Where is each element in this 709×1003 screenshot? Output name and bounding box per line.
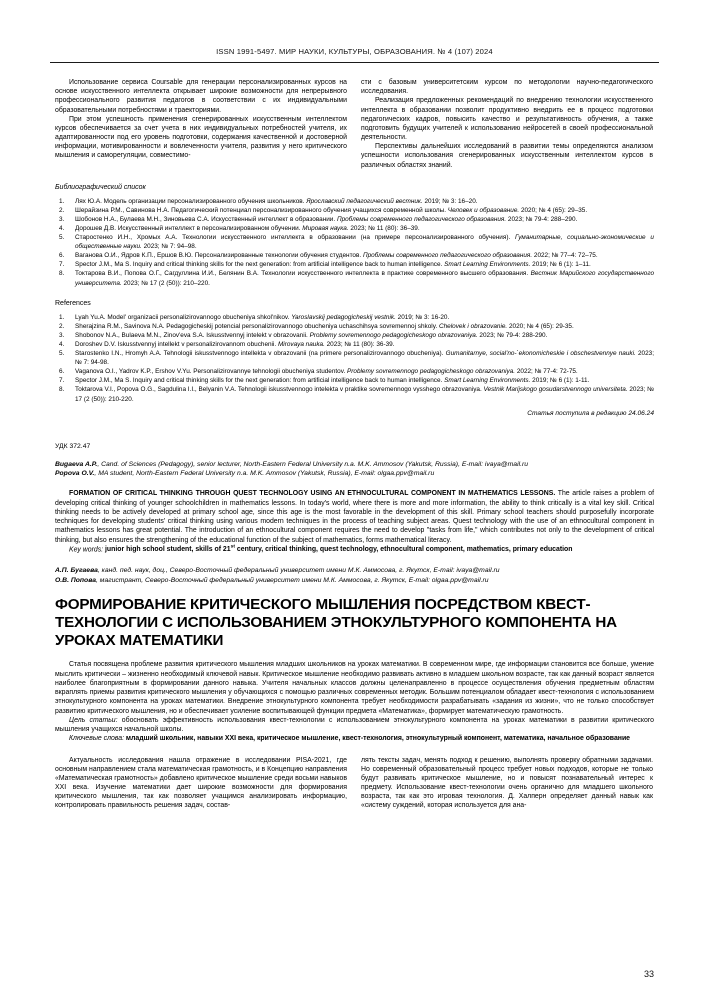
paragraph: Реализация предложенных рекомендаций по внедрению технологии искусственного интеллекта в образовании позволит продуктивно внедрить ее в процесс подготовки педагогических кадров, повысить качество и результативность обучения, а также подготовить будущих учителей к использованию нейросетей в своей профессиональной деятельности. <box>361 97 653 142</box>
goal-ru-label: Цель статьи: <box>69 716 118 724</box>
keywords-en-label: Key words: <box>69 546 104 554</box>
article-one-columns <box>55 78 654 170</box>
list-item: Toktarova V.I., Popova O.G., Sagdulina I.I., Belyanin V.A. Tehnologii iskusstvennogo intelekta v praktike sovremennogo vysshego obrazovaniya. Vestnik Marijskogo gosudarstvennogo universiteta. 2023; № 17 (2 (50)): 210-220. <box>75 386 654 403</box>
keywords-ru <box>55 734 654 743</box>
udk-code: УДК 372.47 <box>55 442 91 450</box>
list-item: Spector J.M., Ma S. Inquiry and critical thinking skills for the next generation: from artificial intelligence back to human intelligence. Smart Learning Environments. 2019; № 6 (1): 1–11. <box>75 261 591 269</box>
paragraph: лять тексты задач, менять подход к решению, выполнять проверку обратными задачами. Но современный образовательный процесс требует новых подходов, которые не только будут развивать критическое мышление, но и повысят познавательный интерес к предмету. Использование квест-технологии очень органично для младшего школьного возраста, так как это игровая технология. Д. Халперн определяет данный навык как «систему суждений, которая используется для ана- <box>361 756 653 810</box>
list-item: Шобонов Н.А., Булаева М.Н., Зиновьева С.А. Искусственный интеллект в образовании. Проблемы современного педагогического образования. 2023; № 79-4: 288–290. <box>75 215 578 223</box>
page-title: ФОРМИРОВАНИЕ КРИТИЧЕСКОГО МЫШЛЕНИЯ ПОСРЕДСТВОМ КВЕСТ-ТЕХНОЛОГИИ С ИСПОЛЬЗОВАНИЕМ ЭТНОКУЛЬТУРНОГО КОМПОНЕНТА НА УРОКАХ МАТЕМАТИКИ <box>55 596 617 650</box>
keywords-en-list: junior high school student, skills of 21st century, critical thinking, quest technology, ethnocultural component, mathematics, primary education <box>105 544 573 554</box>
list-item: Vaganova O.I., Yadrov K.P., Ershov V.Yu. Personalizirovannye tehnologii obucheniya studentov. Problemy sovremennogo pedagogicheskogo obrazovaniya. 2022; № 77-4: 72-75. <box>75 368 578 376</box>
list-item: Дорошев Д.В. Искусственный интеллект в персонализированном обучении. Мировая наука. 2023; № 11 (80): 36–39. <box>75 225 420 232</box>
list-item: Sherajzina R.M., Savinova N.A. Pedagogicheskij potencial personalizirovannogo obucheniya uchaschihsya sovremennoj shkoly. Chelovek i obrazovanie. 2020; № 4 (65): 29-35. <box>75 322 574 330</box>
running-head: ISSN 1991-5497. МИР НАУКИ, КУЛЬТУРЫ, ОБРАЗОВАНИЯ. № 4 (107) 2024 <box>216 47 493 56</box>
paragraph: Использование сервиса Coursable для генерации персонализированных курсов на основе искусственного интеллекта открывает широкие возможности для непрерывного профессионального развития педагогов в соответствии с их индивидуальными образовательными потребностями и траекториями. <box>55 79 347 114</box>
article-one-column-left <box>55 78 347 170</box>
list-item: Spector J.M., Ma S. Inquiry and critical thinking skills for the next generation: from artificial intelligence back to human intelligence. Smart Learning Environments. 2019; № 6 (1): 1-11. <box>75 377 590 385</box>
list-item: Shobonov N.A., Bulaeva M.N., Zinov'eva S.A. Iskusstvennyj intelekt v obrazovanii. Problemy sovremennogo pedagogicheskogo obrazovaniya. 2023; № 79-4: 288-290. <box>75 331 548 339</box>
goal-ru-text: обосновать эффективность использования квест-технологии с использованием этнокультурного компонента на уроках математики в развитии критического мышления учащихся начальной школы. <box>55 716 654 733</box>
goal-ru <box>55 716 654 735</box>
header-divider <box>50 62 659 63</box>
keywords-ru-label: Ключевые слова: <box>69 735 124 743</box>
list-item: Старостенко И.Н., Хромых А.А. Технологии искусственного интеллекта в образовании (на примере персонализированного обучения). Гуманитарные, социально-экономические и общественные науки. 2023; № 7: 94–98. <box>75 234 654 251</box>
article-one-column-right <box>361 78 653 170</box>
received-date: Статья поступила в редакцию 24.06.24 <box>527 409 654 417</box>
keywords-ru-list: младший школьник, навыки XXI века, критическое мышление, квест-технология, этнокультурный компонент, математика, начальное образование <box>125 735 631 743</box>
paragraph: Актуальность исследования нашла отражение в исследовании PISA-2021, где основным направлением стала математическая грамотность, и в Концепцию направления «Математическая грамотность» добавлено критическое мышление среди восьми навыков XXI века. Изучение математики дает широкие возможности для формирования критического мышления, так как позволяет учащимся анализировать информацию, контролировать правильность решения задач, состав- <box>55 756 347 810</box>
page-number: 33 <box>643 969 654 979</box>
article-two-column-right <box>361 756 653 811</box>
paragraph: сти с базовым университетским курсом по методологии научно-педагогического исследования. <box>361 79 653 96</box>
author-ru-1: А.П. Бугаева, канд. пед. наук, доц., Северо-Восточный федеральный университет имени М.К. Аммосова, г. Якутск, E-mail: ivaya@mail.ru <box>55 567 500 575</box>
article-two-column-left <box>55 756 347 811</box>
list-item: Ваганова О.И., Ядров К.П., Ершов В.Ю. Персонализированные технологии обучения студентов. Проблемы современного педагогического образования. 2022; № 77–4: 72–75. <box>75 252 598 260</box>
abstract-ru: Статья посвящена проблеме развития критического мышления младших школьников на уроках математики. В современном мире, где информации становится все больше, умение мыслить критически – жизненно необходимый ключевой навык. Критическое мышление необходимо развивать активно в младшем школьном возрасте, так как данный возраст является наиболее благоприятным в формировании данного навыка. Учителя начальных классов должны целенаправленно в процессе осуществления обучения предметным областям вкраплять приемы развития критического мышления у обучающихся с помощью различных современных методик. Большим потенциалом обладает квест-технология с использованием этнокультурного компонента на уроках математики. Внедрение этнокультурного компонента требует необходимости разрабатывать «задания из жизни», что не только способствует развитию критического мышления, но и обеспечивает усиление воспитывающей функции предмета «Математика», формирует математическую грамотность. <box>55 661 654 715</box>
references-heading: References <box>55 299 91 307</box>
list-item: Лях Ю.А. Модель организации персонализированного обучения школьников. Ярославский педагогический вестник. 2019; № 3: 16–20. <box>75 197 478 205</box>
author-ru-2: О.В. Попова, магистрант, Северо-Восточный федеральный университет имени М.К. Аммосова, г. Якутск, E-mail: olgaa.ppv@mail.ru <box>55 577 489 585</box>
references-list <box>55 313 654 404</box>
paragraph: При этом успешность применения сгенерированных искусственным интеллектом курсов обеспечивается за счет учета в них индивидуальных потребностей учителя, их адаптированности под его уровень подготовки, содержания качественной и достоверной информации, мотивированности и вовлеченности учителя, развития у него критического мышления и саморегуляции, совместимо- <box>55 115 347 160</box>
author-en-2: Popova O.V., MA student, North-Eastern Federal University n.a. M.K. Ammosov (Yakutsk, Russia), E-mail: olgaa.ppv@mail.ru <box>55 470 435 478</box>
paragraph: Перспективы дальнейших исследований в развитии темы определяются анализом успешности использования сгенерированных искусственным интеллектом курсов в различных областях знаний. <box>361 143 653 169</box>
bibliography-heading: Библиографический список <box>55 183 146 191</box>
bibliography-list <box>55 197 654 288</box>
abstract-en-body: The article raises a problem of developing critical thinking of younger schoolchildren in mathematics lessons. In today's world, where there is more and more information, the ability to think critically is a vital key skill. Critical thinking needs to be actively developed at primary school age, since this age is the most favorable in the development of this skill. Primary school teachers should purposefully incorporate techniques for developing students' critical thinking using various modern techniques in the process of teaching subject areas. Quest technology with the use of an ethnocultural component in mathematics lessons has great potential. The introduction of an ethnocultural component requires the need to develop "tasks from life," which contributes not only to the development of critical thinking, but also ensures the strengthening of the educational function of the subject of mathematics, forms mathematical literacy. <box>55 490 654 544</box>
list-item: Doroshev D.V. Iskusstvennyj intellekt v personalizirovannom obuchenii. Mirovaya nauka. 2023; № 11 (80): 36-39. <box>75 340 395 348</box>
abstract-en-title: FORMATION OF CRITICAL THINKING THROUGH QUEST TECHNOLOGY USING AN ETHNOCULTURAL COMPONENT IN MATHEMATICS LESSONS. <box>69 490 556 498</box>
article-two-columns <box>55 756 654 811</box>
author-en-1: Bugaeva A.P., Cand. of Sciences (Pedagogy), senior lecturer, North-Eastern Federal University n.a. M.K. Ammosov (Yakutsk, Russia), E-mail: ivaya@mail.ru <box>55 460 529 468</box>
keywords-en <box>55 545 654 555</box>
list-item: Lyah Yu.A. Model' organizacii personalizirovannogo obucheniya shkol'nikov. Yaroslavskij pedagogicheskij vestnik. 2019; № 3: 16-20. <box>75 313 450 321</box>
list-item: Токтарова В.И., Попова О.Г., Сагдуллина И.И., Белянин В.А. Технологии искусственного интеллекта в практике современного высшего образования. Вестник Марийского государственного университета. 2023; № 17 (2 (50)): 210–220. <box>75 270 654 287</box>
abstract-en <box>55 489 654 545</box>
list-item: Шерайзина Р.М., Савинова Н.А. Педагогический потенциал персонализированного обучения учащихся современной школы. Человек и образование. 2020; № 4 (65): 29–35. <box>75 206 588 214</box>
list-item: Starostenko I.N., Hromyh A.A. Tehnologii iskusstvennogo intellekta v obrazovanii (na primere personalizirovannogo obucheniya). Gumanitarnye, social'no-`ekonomicheskie i obschestvennye nauki. 2023; № 7: 94-98. <box>75 350 654 367</box>
